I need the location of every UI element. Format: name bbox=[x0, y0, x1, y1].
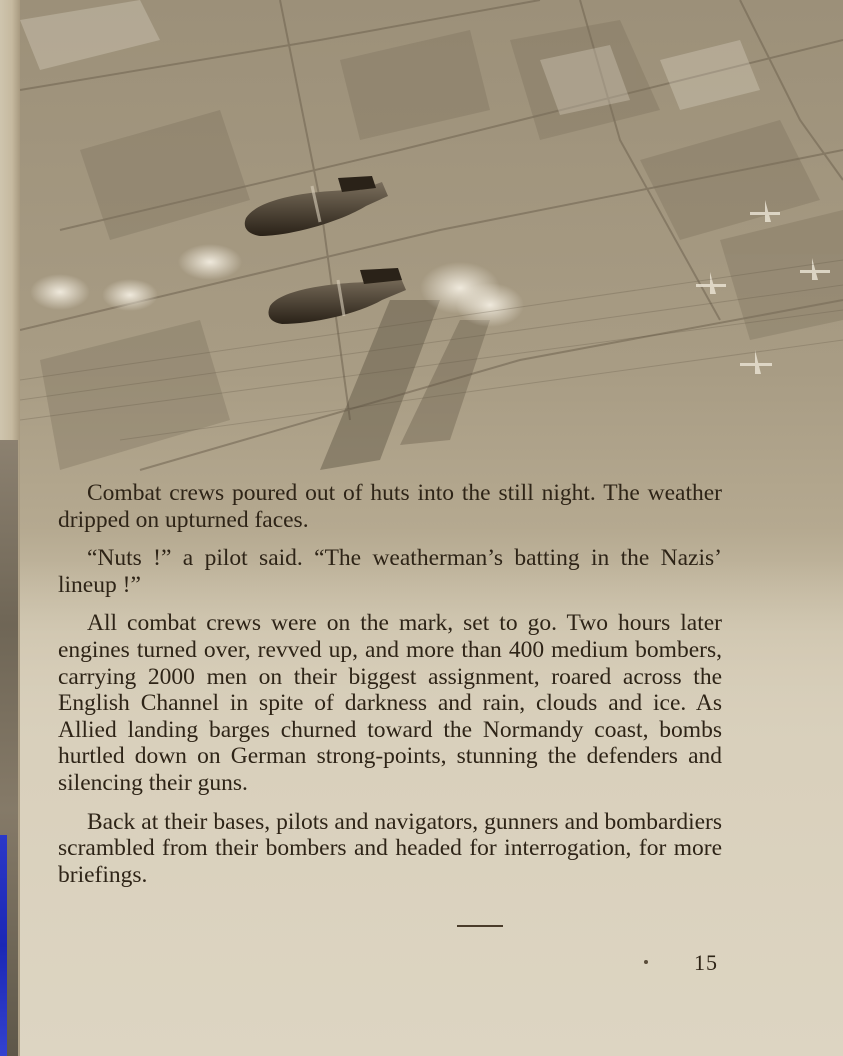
body-text bbox=[58, 480, 722, 900]
section-divider bbox=[457, 925, 503, 927]
paragraph: “Nuts !” a pilot said. “The weatherman’s batting in the Nazis’ lineup !” bbox=[58, 545, 722, 598]
paragraph: Back at their bases, pilots and navigators, gunners and bombardiers scrambled from their bombers and headed for interrogation, for more briefings. bbox=[58, 808, 722, 888]
paragraph: Combat crews poured out of huts into the still night. The weather dripped on upturned faces. bbox=[58, 480, 722, 533]
print-speck bbox=[644, 960, 648, 964]
page-number: 15 bbox=[694, 950, 718, 975]
paragraph: All combat crews were on the mark, set to go. Two hours later engines turned over, revved up, and more than 400 medium bombers, carrying 2000 men on their biggest assignment, roared across the English Channel in spite of darkness and rain, clouds and ice. As Allied landing barges churned toward the Normandy coast, bombs hurtled down on German strong-points, stunning the defenders and silencing their guns. bbox=[58, 610, 722, 796]
scan-background-edge bbox=[0, 835, 7, 1056]
